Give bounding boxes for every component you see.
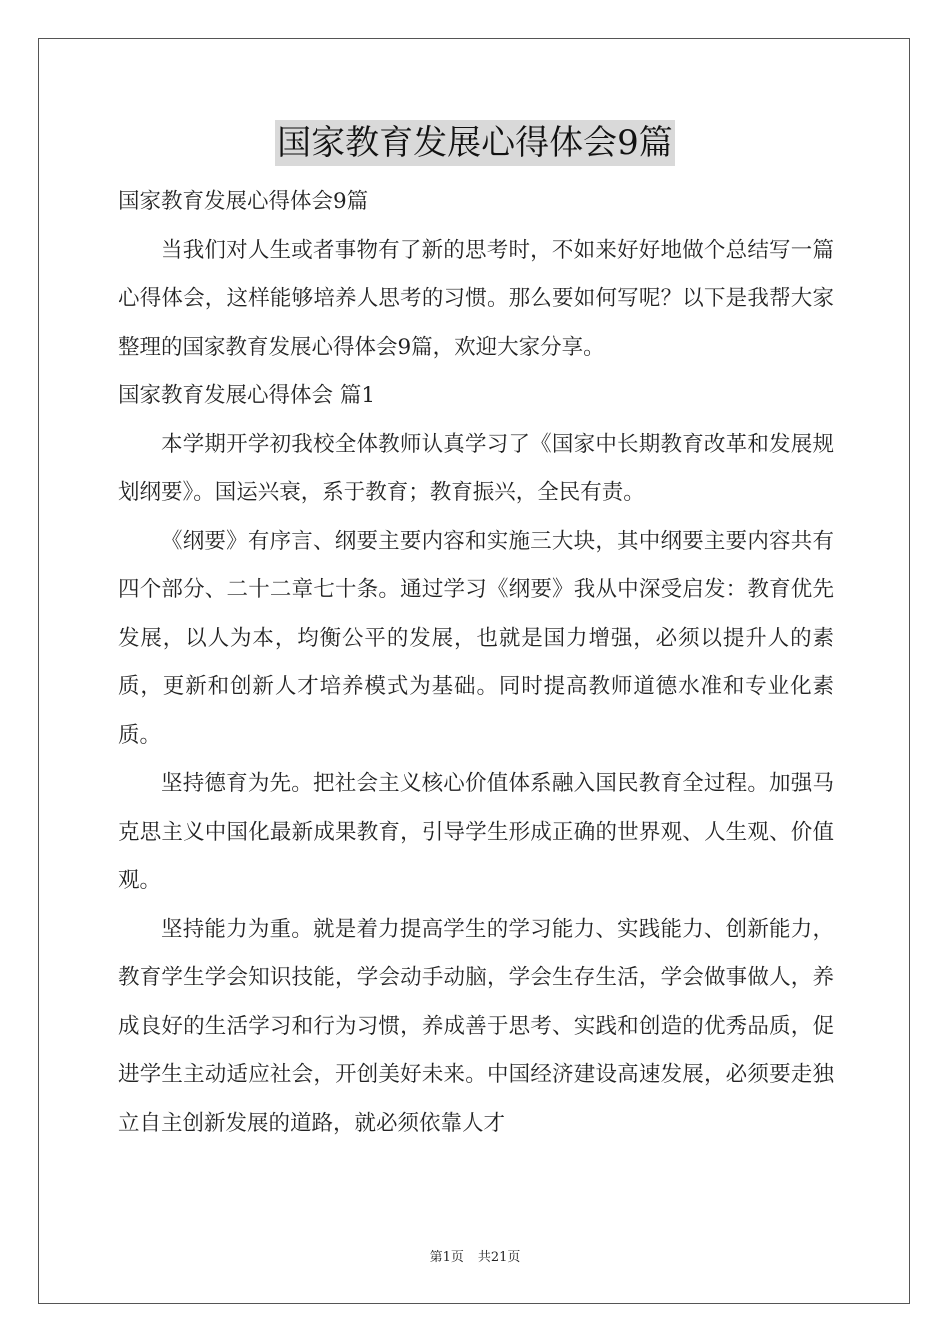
body-paragraph: 本学期开学初我校全体教师认真学习了《国家中长期教育改革和发展规划纲要》。国运兴衰，系于教育；教育振兴，全民有责。 (118, 431, 834, 505)
page-footer (0, 1246, 950, 1265)
body-paragraph: 《纲要》有序言、纲要主要内容和实施三大块，其中纲要主要内容共有四个部分、二十二章七十条。通过学习《纲要》我从中深受启发：教育优先发展，以人为本，均衡公平的发展，也就是国力增强，必须以提升人的素质，更新和创新人才培养模式为基础。同时提高教师道德水准和专业化素质。 (118, 528, 834, 748)
total-pages: 共21页 (477, 1250, 521, 1265)
document-body (118, 178, 834, 1148)
section-heading: 国家教育发展心得体会 篇1 (118, 383, 376, 408)
body-paragraph: 坚持德育为先。把社会主义核心价值体系融入国民教育全过程。加强马克思主义中国化最新成果教育，引导学生形成正确的世界观、人生观、价值观。 (118, 771, 834, 893)
document-title: 国家教育发展心得体会9篇 (275, 120, 675, 166)
body-paragraph: 坚持能力为重。就是着力提高学生的学习能力、实践能力、创新能力，教育学生学会知识技能，学会动手动脑，学会生存生活，学会做事做人，养成良好的生活学习和行为习惯，养成善于思考、实践和创造的优秀品质，促进学生主动适应社会，开创美好未来。中国经济建设高速发展，必须要走独立自主创新发展的道路，就必须依靠人才 (118, 916, 834, 1136)
subtitle-line: 国家教育发展心得体会9篇 (118, 189, 369, 214)
intro-paragraph: 当我们对人生或者事物有了新的思考时，不如来好好地做个总结写一篇心得体会，这样能够培养人思考的习惯。那么要如何写呢？以下是我帮大家整理的国家教育发展心得体会9篇，欢迎大家分享。 (118, 237, 834, 360)
page-number: 第1页 (429, 1250, 464, 1265)
title-container (0, 120, 950, 166)
